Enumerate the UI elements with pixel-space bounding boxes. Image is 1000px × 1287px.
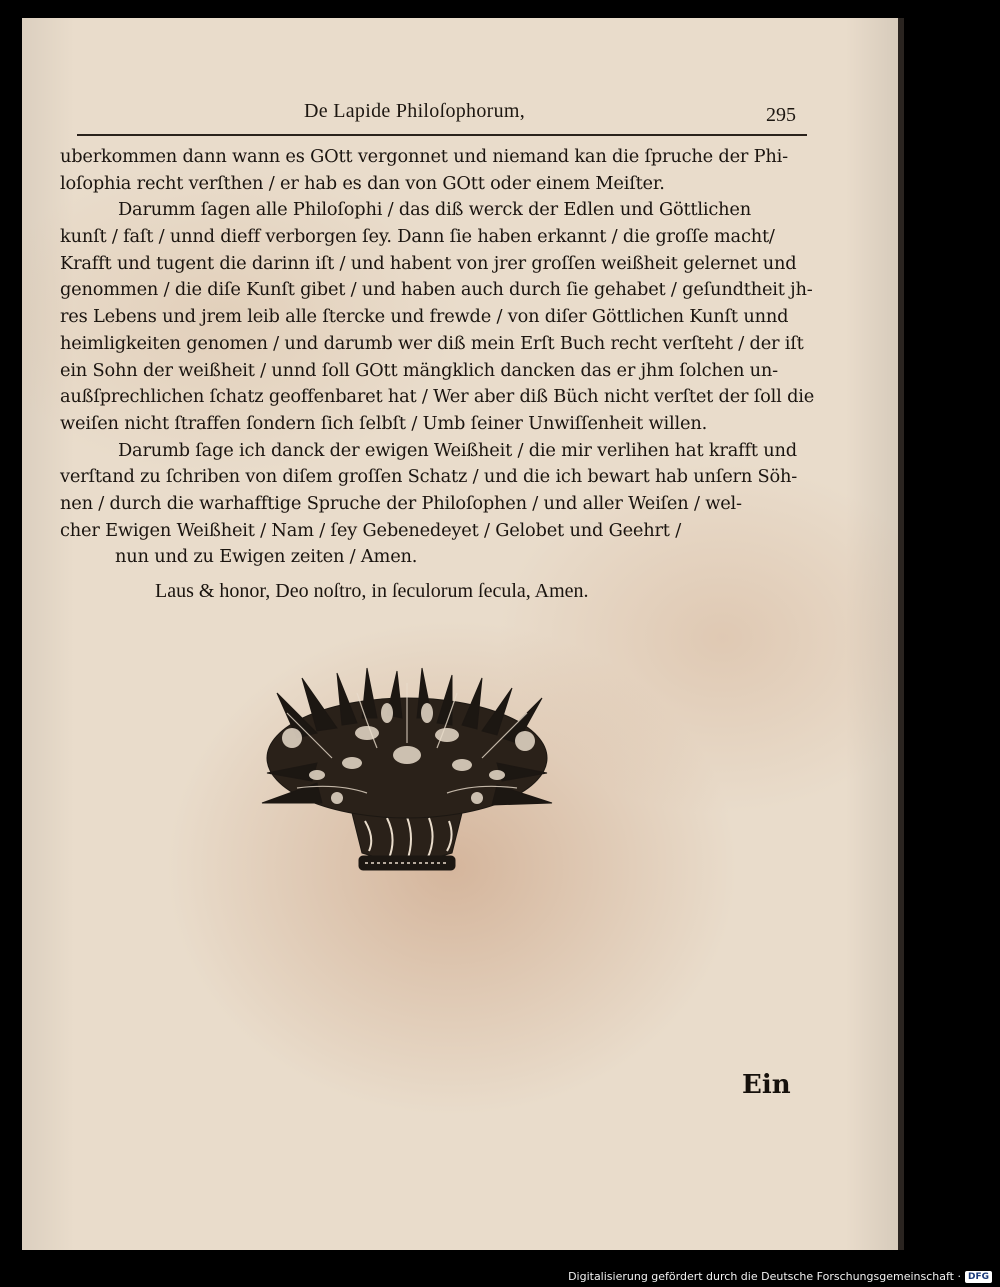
text-line: loſophia recht verſthen / er hab es dan von GOtt oder einem Meiſter.: [60, 172, 665, 194]
text-line: kunſt / faſt / unnd dieff verborgen ſey. Dann ſie haben erkannt / die groſſe macht/: [60, 226, 775, 248]
paragraph: [60, 144, 810, 197]
text-line: nen / durch die warhafftige Spruche der Philoſophen / und aller Weiſen / wel-: [60, 492, 742, 514]
text-line: Darumb ſage ich danck der ewigen Weißheit / die mir verlihen hat krafft und: [118, 439, 797, 461]
text-line: heimligkeiten genomen / und darumb wer diß mein Erſt Buch recht verſteht / der iſt: [60, 332, 804, 354]
page-number: 295: [766, 104, 796, 126]
text-line: uberkommen dann wann es GOtt vergonnet und niemand kan die ſpruche der Phi-: [60, 146, 788, 167]
flower-basket-woodcut-icon: [257, 663, 557, 878]
digitization-credit: [568, 1270, 992, 1283]
paragraph: [60, 197, 815, 437]
text-line: ein Sohn der weißheit / unnd ſoll GOtt mängklich dancken das er jhm ſolchen un-: [60, 359, 778, 381]
text-line: Darumm ſagen alle Philoſophi / das diß werck der Edlen und Göttlichen: [118, 199, 751, 221]
text-line: genommen / die diſe Kunſt gibet / und haben auch durch ſie gehabet / geſundtheit jh-: [60, 279, 813, 301]
body-text: [60, 144, 815, 571]
header-rule: [77, 134, 807, 136]
dfg-logo: DFG: [965, 1271, 992, 1283]
closing-line: Laus & honor, Deo noſtro, in ſeculorum ſecula, Amen.: [155, 580, 589, 602]
book-page: [22, 18, 898, 1250]
credit-text: Digitalisierung gefördert durch die Deutsche Forschungsgemeinschaft ·: [568, 1270, 961, 1283]
text-line: verſtand zu ſchriben von diſem groſſen Schatz / und die ich bewart hab unſern Söh-: [60, 466, 798, 488]
text-line: cher Ewigen Weißheit / Nam / ſey Gebenedeyet / Gelobet und Geehrt /: [60, 519, 681, 541]
paragraph: [60, 438, 810, 571]
text-line: nun und zu Ewigen zeiten / Amen.: [115, 546, 418, 568]
catchword: Ein: [742, 1070, 791, 1100]
page-edge-shadow: [898, 18, 904, 1250]
running-head: De Lapide Philoſophorum,: [304, 100, 526, 122]
text-line: Krafft und tugent die darinn iſt / und habent von jrer groſſen weißheit gelernet und: [60, 252, 797, 274]
text-line: außſprechlichen ſchatz geoffenbaret hat / Wer aber diß Büch nicht verſtet der ſoll die: [60, 386, 815, 408]
text-line: weiſen nicht ſtraffen ſondern ſich ſelbſt / Umb ſeiner Unwiſſenheit willen.: [60, 412, 708, 434]
text-line: res Lebens und jrem leib alle ſtercke und frewde / von diſer Göttlichen Kunſt unnd: [60, 306, 789, 328]
